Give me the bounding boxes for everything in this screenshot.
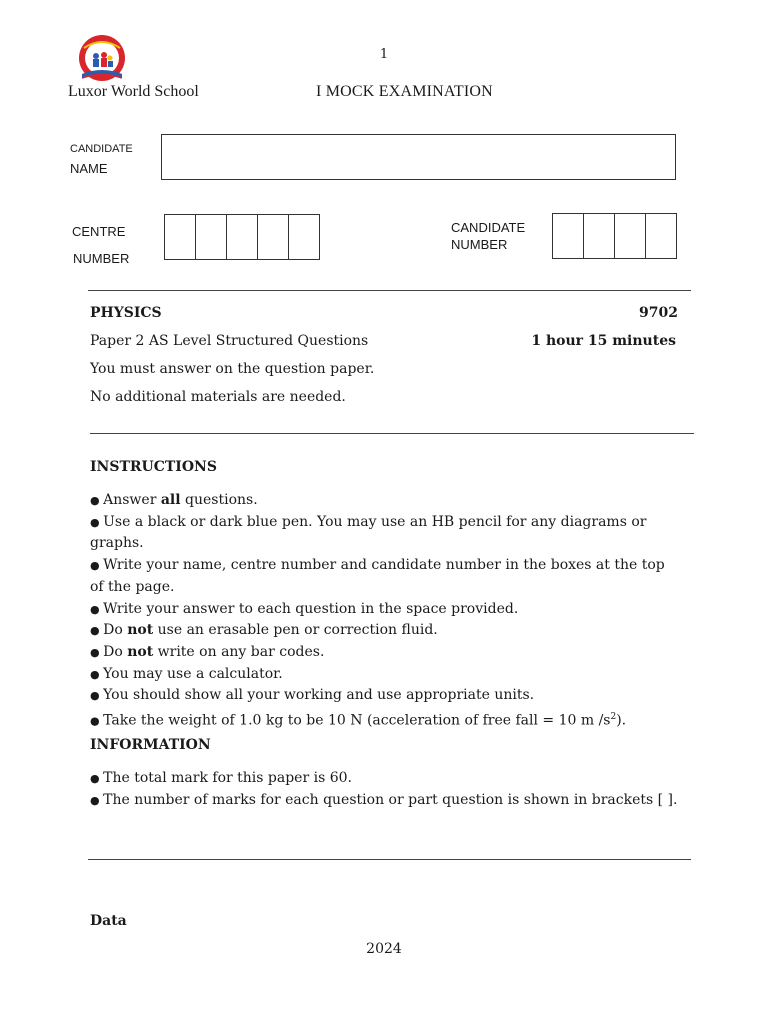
candidate-number-digit-box[interactable]: [615, 214, 646, 258]
centre-number-digit-box[interactable]: [196, 215, 227, 259]
bullet-icon: ●: [90, 645, 104, 659]
cand-number-label-line2: NUMBER: [451, 237, 508, 252]
bullet-icon: ●: [90, 667, 104, 681]
cand-number-label-line1: CANDIDATE: [451, 220, 526, 235]
requirement-line: No additional materials are needed.: [90, 389, 346, 405]
divider: [90, 433, 694, 434]
instruction-item: ● Do not write on any bar codes.: [90, 643, 325, 660]
centre-number-digit-box[interactable]: [258, 215, 289, 259]
bullet-icon: ●: [90, 689, 104, 703]
emphasis: not: [127, 643, 154, 660]
centre-number-label: [72, 218, 129, 272]
subject-title: PHYSICS: [90, 305, 162, 321]
candidate-name-field[interactable]: [161, 134, 676, 180]
centre-label-line1: CENTRE: [72, 224, 126, 239]
bullet-icon: ●: [90, 624, 104, 638]
exam-title: I MOCK EXAMINATION: [316, 83, 493, 100]
instruction-item: ● Use a black or dark blue pen. You may use an HB pencil for any diagrams or graphs.: [90, 513, 647, 552]
centre-number-digit-box[interactable]: [165, 215, 196, 259]
instructions-list: [90, 490, 680, 732]
information-item: ● The number of marks for each question or part question is shown in brackets [ ].: [90, 791, 678, 808]
information-heading: INFORMATION: [90, 737, 211, 753]
instruction-item: ● You should show all your working and use appropriate units.: [90, 687, 535, 704]
information-item: ● The total mark for this paper is 60.: [90, 770, 352, 786]
emphasis: not: [127, 622, 154, 639]
instruction-item: ● Answer all questions.: [90, 492, 258, 508]
exam-year: 2024: [366, 941, 402, 957]
candidate-name-label: [70, 140, 133, 178]
paper-title: Paper 2 AS Level Structured Questions: [90, 333, 369, 349]
requirement-line: You must answer on the question paper.: [90, 361, 375, 377]
bullet-icon: ●: [90, 494, 104, 507]
instruction-item: ● Write your name, centre number and candidate number in the boxes at the top of the page.: [90, 557, 665, 595]
centre-number-digit-box[interactable]: [227, 215, 258, 259]
bullet-icon: ●: [90, 515, 104, 529]
bullet-icon: ●: [90, 559, 104, 573]
superscript: 2: [610, 712, 617, 723]
school-logo-icon: [74, 34, 130, 84]
candidate-number-label: [451, 219, 525, 253]
bullet-icon: ●: [90, 714, 104, 728]
paper-duration: 1 hour 15 minutes: [531, 333, 676, 349]
data-heading: Data: [90, 913, 127, 929]
candidate-number-digit-box[interactable]: [584, 214, 615, 258]
divider: [88, 859, 691, 860]
candidate-name-label-line1: CANDIDATE: [70, 143, 133, 155]
instruction-item: ● Do not use an erasable pen or correction fluid.: [90, 622, 438, 639]
candidate-number-digit-box[interactable]: [553, 214, 584, 258]
instructions-heading: INSTRUCTIONS: [90, 459, 217, 475]
divider: [88, 290, 691, 291]
bullet-icon: ●: [90, 793, 104, 807]
bullet-icon: ●: [90, 602, 104, 616]
centre-number-boxes: [164, 214, 320, 260]
bullet-icon: ●: [90, 772, 104, 785]
page-number: 1: [379, 47, 389, 62]
instruction-item: ● Take the weight of 1.0 kg to be 10 N (acceleration of free fall = 10 m $/s^2$).: [90, 712, 627, 729]
candidate-number-boxes: [552, 213, 677, 259]
emphasis: all: [160, 492, 181, 508]
school-name: Luxor World School: [68, 83, 199, 100]
instruction-item: ● You may use a calculator.: [90, 665, 283, 682]
instruction-item: ● Write your answer to each question in the space provided.: [90, 600, 519, 617]
candidate-number-digit-box[interactable]: [646, 214, 676, 258]
centre-label-line2: NUMBER: [73, 251, 130, 266]
information-list: [90, 768, 680, 811]
candidate-name-label-line2: NAME: [70, 161, 108, 176]
centre-number-digit-box[interactable]: [289, 215, 319, 259]
subject-code: 9702: [639, 305, 678, 321]
